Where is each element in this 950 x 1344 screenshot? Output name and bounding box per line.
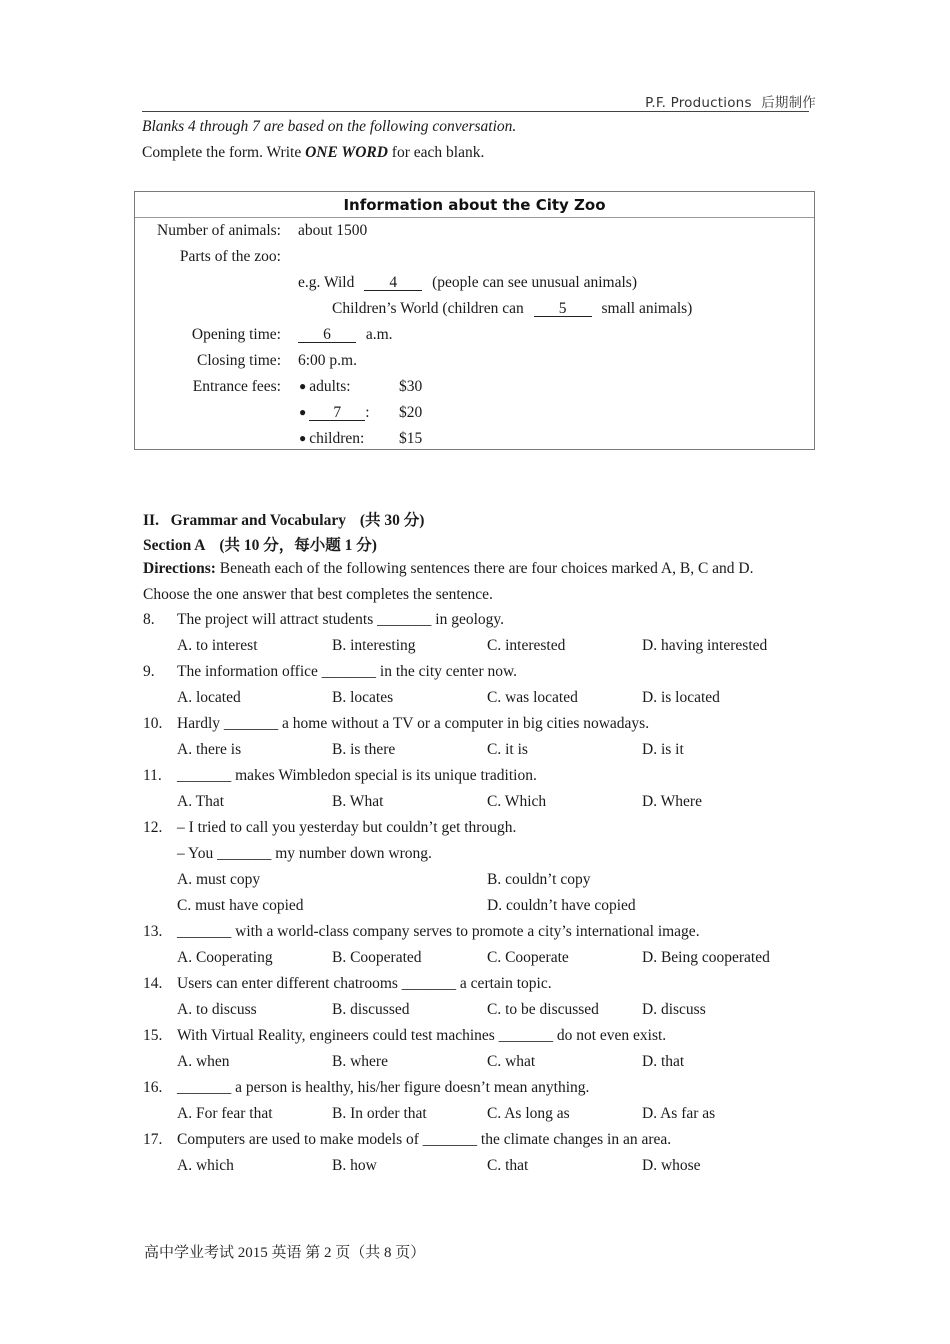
option-c[interactable]: C. As long as [487, 1105, 570, 1122]
instruction-bold: ONE WORD [305, 144, 388, 161]
part1-suffix: (people can see unusual animals) [432, 274, 637, 291]
question-number: 11. [143, 767, 162, 784]
directions [143, 560, 753, 578]
question-text: Hardly _______ a home without a TV or a computer in big cities nowadays. [177, 715, 650, 732]
option-a[interactable]: A. located [177, 689, 241, 706]
option-a[interactable]: A. For fear that [177, 1105, 273, 1122]
instruction-pre: Complete the form. Write [142, 144, 306, 161]
fee-name: adults: [309, 378, 351, 395]
brand-name-cn: 后期制作 [761, 95, 816, 111]
part-score: (共 30 分) [359, 512, 425, 529]
question-number: 10. [143, 715, 163, 732]
option-d[interactable]: D. discuss [642, 1001, 706, 1018]
question-number: 12. [143, 819, 163, 836]
option-b[interactable]: B. interesting [332, 637, 416, 654]
question-text: _______ makes Wimbledon special is its unique tradition. [177, 767, 537, 784]
option-c[interactable]: C. Cooperate [487, 949, 569, 966]
option-a[interactable]: A. That [177, 793, 225, 810]
blank-4[interactable]: 4 [364, 275, 422, 291]
option-d[interactable]: D. As far as [642, 1105, 716, 1122]
option-c[interactable]: C. interested [487, 637, 566, 654]
option-d[interactable]: D. whose [642, 1157, 701, 1174]
blank-7[interactable]: 7 [309, 405, 365, 421]
fee-price-blank: $20 [399, 404, 423, 421]
section-title: Section A [143, 537, 206, 554]
option-d[interactable]: D. is located [642, 689, 720, 706]
option-b[interactable]: B. Cooperated [332, 949, 422, 966]
instruction-post: for each blank. [387, 144, 485, 161]
zoo-part-childrens-world [332, 300, 692, 318]
question-text: – I tried to call you yesterday but couldn’t get through. [177, 819, 517, 836]
question-text: Users can enter different chatrooms _______ a certain topic. [177, 975, 552, 992]
option-d[interactable]: D. having interested [642, 637, 768, 654]
question-number: 13. [143, 923, 163, 940]
option-b[interactable]: B. couldn’t copy [487, 871, 591, 888]
question-text: With Virtual Reality, engineers could test machines _______ do not even exist. [177, 1027, 667, 1044]
zoo-table-title: Information about the City Zoo [135, 192, 814, 218]
option-a[interactable]: A. to interest [177, 637, 258, 654]
bullet-icon: ● [299, 379, 307, 393]
option-b[interactable]: B. where [332, 1053, 388, 1070]
blank-5[interactable]: 5 [534, 301, 592, 317]
question-number: 9. [143, 663, 155, 680]
option-c[interactable]: C. what [487, 1053, 536, 1070]
option-d[interactable]: D. Where [642, 793, 702, 810]
number-of-animals-label: Number of animals: [157, 222, 281, 239]
option-c[interactable]: C. that [487, 1157, 529, 1174]
question-number: 16. [143, 1079, 163, 1096]
question-text: Computers are used to make models of _______ the climate changes in an area. [177, 1131, 672, 1148]
option-a[interactable]: A. to discuss [177, 1001, 257, 1018]
option-b[interactable]: B. locates [332, 689, 394, 706]
question-text: The project will attract students _______ in geology. [177, 611, 505, 628]
parts-of-zoo-label: Parts of the zoo: [179, 248, 281, 265]
listening-instruction [142, 144, 484, 162]
question-number: 14. [143, 975, 163, 992]
brand-name: P.F. Productions [645, 95, 752, 111]
option-a[interactable]: A. which [177, 1157, 234, 1174]
option-d[interactable]: D. that [642, 1053, 685, 1070]
option-c[interactable]: C. was located [487, 689, 578, 706]
listening-instruction-italic: Blanks 4 through 7 are based on the following conversation. [142, 118, 517, 135]
entrance-fees-label: Entrance fees: [192, 378, 281, 395]
directions-text: Beneath each of the following sentences there are four choices marked A, B, C and D. [215, 560, 754, 577]
fee-price-children: $15 [399, 430, 423, 447]
fee-row-children [299, 430, 364, 448]
question-number: 8. [143, 611, 155, 628]
option-b[interactable]: B. In order that [332, 1105, 427, 1122]
fee-row-adults [299, 378, 351, 396]
part2-prefix: Children’s World (children can [332, 300, 524, 317]
fee-row-blank [299, 404, 370, 422]
zoo-part-wild [298, 274, 637, 292]
option-b[interactable]: B. discussed [332, 1001, 410, 1018]
part2-suffix: small animals) [601, 300, 693, 317]
section-heading [143, 533, 377, 555]
page-footer: 高中学业考试 2015 英语 第 2 页（共 8 页） [144, 1245, 426, 1261]
opening-suffix: a.m. [365, 326, 393, 343]
option-d[interactable]: D. is it [642, 741, 684, 758]
option-c[interactable]: C. must have copied [177, 897, 304, 914]
fee-price-adults: $30 [399, 378, 423, 395]
part1-prefix: e.g. Wild [298, 274, 355, 291]
question-text-line-2: – You _______ my number down wrong. [177, 845, 432, 862]
option-a[interactable]: A. must copy [177, 871, 261, 888]
option-c[interactable]: C. Which [487, 793, 547, 810]
opening-time-label: Opening time: [191, 326, 281, 343]
option-c[interactable]: C. to be discussed [487, 1001, 599, 1018]
bullet-icon: ● [299, 405, 307, 419]
section-score: (共 10 分，每小题 1 分) [219, 537, 377, 554]
bullet-icon: ● [299, 431, 307, 445]
option-d[interactable]: D. couldn’t have copied [487, 897, 636, 914]
directions-label: Directions: [143, 560, 216, 577]
blank-6[interactable]: 6 [298, 327, 356, 343]
header-brand [645, 91, 816, 111]
closing-time-value: 6:00 p.m. [298, 352, 357, 369]
option-b[interactable]: B. how [332, 1157, 377, 1174]
question-text: _______ with a world-class company serves to promote a city’s international image. [177, 923, 700, 940]
option-b[interactable]: B. is there [332, 741, 396, 758]
option-b[interactable]: B. What [332, 793, 384, 810]
option-d[interactable]: D. Being cooperated [642, 949, 770, 966]
opening-time-value [298, 326, 393, 344]
question-text: The information office _______ in the city center now. [177, 663, 518, 680]
question-number: 15. [143, 1027, 163, 1044]
option-a[interactable]: A. there is [177, 741, 242, 758]
closing-time-label: Closing time: [197, 352, 281, 369]
part-heading [143, 508, 424, 530]
fee-name: children: [309, 430, 365, 447]
question-number: 17. [143, 1131, 163, 1148]
question-text: _______ a person is healthy, his/her figure doesn’t mean anything. [177, 1079, 590, 1096]
directions-text-2: Choose the one answer that best completes the sentence. [143, 586, 493, 603]
option-a[interactable]: A. when [177, 1053, 230, 1070]
option-a[interactable]: A. Cooperating [177, 949, 273, 966]
option-c[interactable]: C. it is [487, 741, 528, 758]
header-divider [142, 111, 809, 112]
fee-name: : [365, 404, 370, 421]
number-of-animals-value: about 1500 [298, 222, 368, 239]
part-title: II. Grammar and Vocabulary [143, 512, 346, 529]
